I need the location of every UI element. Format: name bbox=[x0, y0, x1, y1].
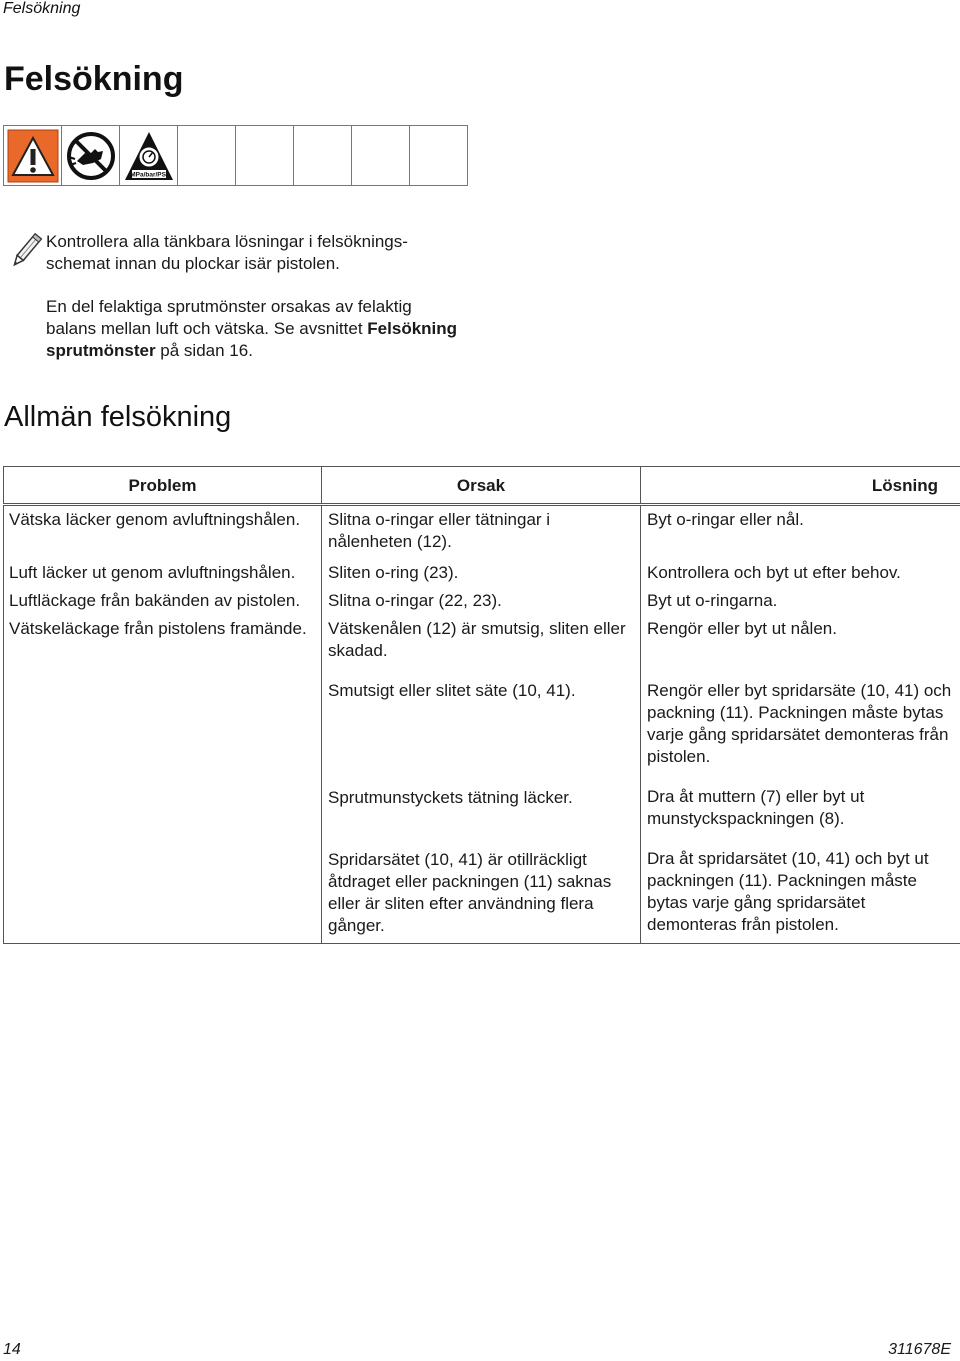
note-paragraph-1: Kontrollera alla tänkbara lösningar i felsöknings-schemat innan du plockar isär pistolen. bbox=[46, 232, 408, 273]
solution-cell bbox=[641, 615, 960, 944]
cause-cell bbox=[322, 587, 641, 615]
empty-icon-cell bbox=[294, 126, 352, 185]
pressure-badge-text: MPa/bar/PSI bbox=[129, 171, 168, 178]
solution-cell bbox=[641, 587, 960, 615]
empty-icon-cell bbox=[352, 126, 410, 185]
note-paragraph-2 bbox=[46, 296, 466, 362]
cause-text: Spridarsätet (10, 41) är otillräckligt åtdraget eller packningen (11) saknas eller är sliten efter användning flera gånger. bbox=[328, 850, 612, 935]
cause-text: Sliten o-ring (23). bbox=[328, 563, 459, 582]
problem-cell: Luftläckage från bakänden av pistolen. bbox=[4, 587, 322, 615]
solution-text: Rengör eller byt ut nålen. bbox=[647, 619, 837, 638]
empty-icon-cell bbox=[178, 126, 236, 185]
solution-text: Byt ut o-ringarna. bbox=[647, 591, 778, 610]
table-row bbox=[4, 615, 960, 944]
section-title: Allmän felsökning bbox=[4, 401, 232, 433]
solution-cell bbox=[641, 559, 960, 587]
table-header-row bbox=[4, 467, 960, 505]
page-number: 14 bbox=[3, 1341, 21, 1358]
document-number: 311678E bbox=[888, 1341, 951, 1358]
solution-text: Byt o-ringar eller nål. bbox=[647, 510, 804, 529]
cause-text: Slitna o-ringar (22, 23). bbox=[328, 591, 502, 610]
solution-text: Dra åt spridarsätet (10, 41) och byt ut packningen (11). Packningen måste bytas varje gång spridarsätet demonteras från pistolen. bbox=[647, 849, 929, 934]
page-title: Felsökning bbox=[4, 60, 184, 98]
cause-text: Smutsigt eller slitet säte (10, 41). bbox=[328, 681, 576, 700]
empty-icon-cell bbox=[410, 126, 467, 185]
solution-text: Rengör eller byt spridarsäte (10, 41) och packning (11). Packningen måste bytas varje gång spridarsätet demonteras från pistolen. bbox=[647, 681, 952, 766]
problem-cell: Luft läcker ut genom avluftningshålen. bbox=[4, 559, 322, 587]
warning-icon-strip bbox=[3, 125, 468, 186]
note-text: på sidan 16. bbox=[155, 341, 253, 360]
column-header-cause: Orsak bbox=[322, 467, 641, 505]
table-row bbox=[4, 505, 960, 560]
table-row bbox=[4, 559, 960, 587]
warning-exclamation-icon bbox=[4, 126, 62, 185]
section-reference: Felsökning sprutmönster bbox=[46, 319, 458, 360]
running-header: Felsökning bbox=[3, 0, 81, 17]
cause-cell bbox=[322, 559, 641, 587]
cause-cell bbox=[322, 505, 641, 560]
cause-cell bbox=[322, 615, 641, 944]
pressure-gauge-icon bbox=[120, 126, 178, 185]
pencil-note-icon bbox=[8, 230, 44, 277]
solution-text: Kontrollera och byt ut efter behov. bbox=[647, 563, 901, 582]
cause-text: Vätskenålen (12) är smutsig, sliten eller skadad. bbox=[328, 619, 626, 660]
solution-text: Dra åt muttern (7) eller byt ut munstyckspackningen (8). bbox=[647, 787, 865, 828]
solution-cell bbox=[641, 505, 960, 560]
table-row bbox=[4, 587, 960, 615]
note-text: En del felaktiga sprutmönster orsakas av felaktig balans mellan luft och vätska. Se avsnittet bbox=[46, 297, 412, 338]
cause-text: Slitna o-ringar eller tätningar i nålenheten (12). bbox=[328, 510, 551, 551]
problem-cell: Vätskeläckage från pistolens framände. bbox=[4, 615, 322, 944]
troubleshooting-table bbox=[3, 466, 960, 944]
no-hand-injection-icon bbox=[62, 126, 120, 185]
column-header-solution: Lösning bbox=[641, 467, 960, 505]
problem-cell: Vätska läcker genom avluftningshålen. bbox=[4, 505, 322, 560]
empty-icon-cell bbox=[236, 126, 294, 185]
cause-text: Sprutmunstyckets tätning läcker. bbox=[328, 788, 573, 807]
column-header-problem: Problem bbox=[4, 467, 322, 505]
